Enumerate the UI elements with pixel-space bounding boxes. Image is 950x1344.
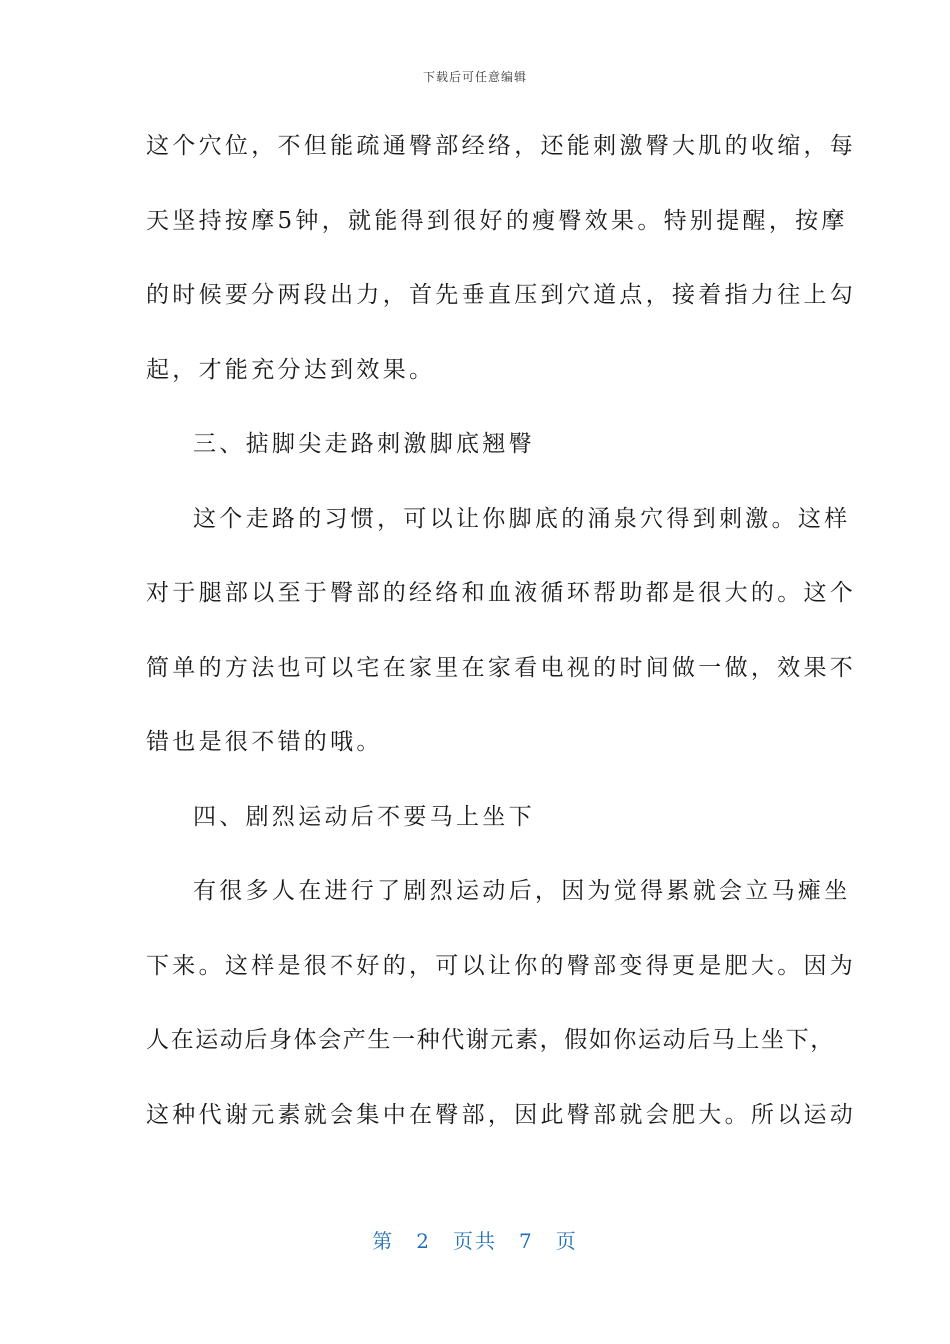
page-middle: 页共 [453, 1229, 497, 1253]
paragraph-line: 这种代谢元素就会集中在臀部，因此臀部就会肥大。所以运动 [146, 1101, 857, 1128]
paragraph-line: 起，才能充分达到效果。 [146, 356, 436, 383]
page-number: 2 [416, 1229, 431, 1253]
document-body [146, 120, 857, 1163]
header-note: 下载后可任意编辑 [422, 70, 527, 84]
paragraph-line: 天坚持按摩5钟，就能得到很好的瘦臀效果。特别提醒，按摩 [146, 207, 848, 234]
paragraph-line: 这个走路的习惯，可以让你脚底的涌泉穴得到刺激。这样 [193, 505, 851, 532]
paragraph-line: 错也是很不错的哦。 [146, 729, 383, 755]
paragraph-line: 有很多人在进行了剧烈运动后，因为觉得累就会立马瘫坐 [193, 878, 851, 904]
paragraph-line: 对于腿部以至于臀部的经络和血液循环帮助都是很大的。这个 [146, 580, 857, 606]
paragraph-line: 的时候要分两段出力，首先垂直压到穴道点，接着指力往上勾 [146, 282, 857, 308]
page-prefix: 第 [372, 1229, 395, 1253]
paragraph-line: 这个穴位，不但能疏通臀部经络，还能刺激臀大肌的收缩，每 [146, 133, 857, 159]
paragraph-line: 人在运动后身体会产生一种代谢元素，假如你运动后马上坐下， [146, 1027, 835, 1053]
total-pages: 7 [519, 1229, 534, 1253]
section-heading: 三、掂脚尖走路刺激脚底翘臀 [193, 431, 535, 457]
page-footer [0, 1225, 950, 1254]
page-suffix: 页 [555, 1229, 578, 1253]
paragraph-line: 简单的方法也可以宅在家里在家看电视的时间做一做，效果不 [146, 654, 857, 681]
paragraph-line: 下来。这样是很不好的，可以让你的臀部变得更是肥大。因为 [146, 952, 857, 979]
section-heading: 四、剧烈运动后不要马上坐下 [193, 803, 535, 830]
